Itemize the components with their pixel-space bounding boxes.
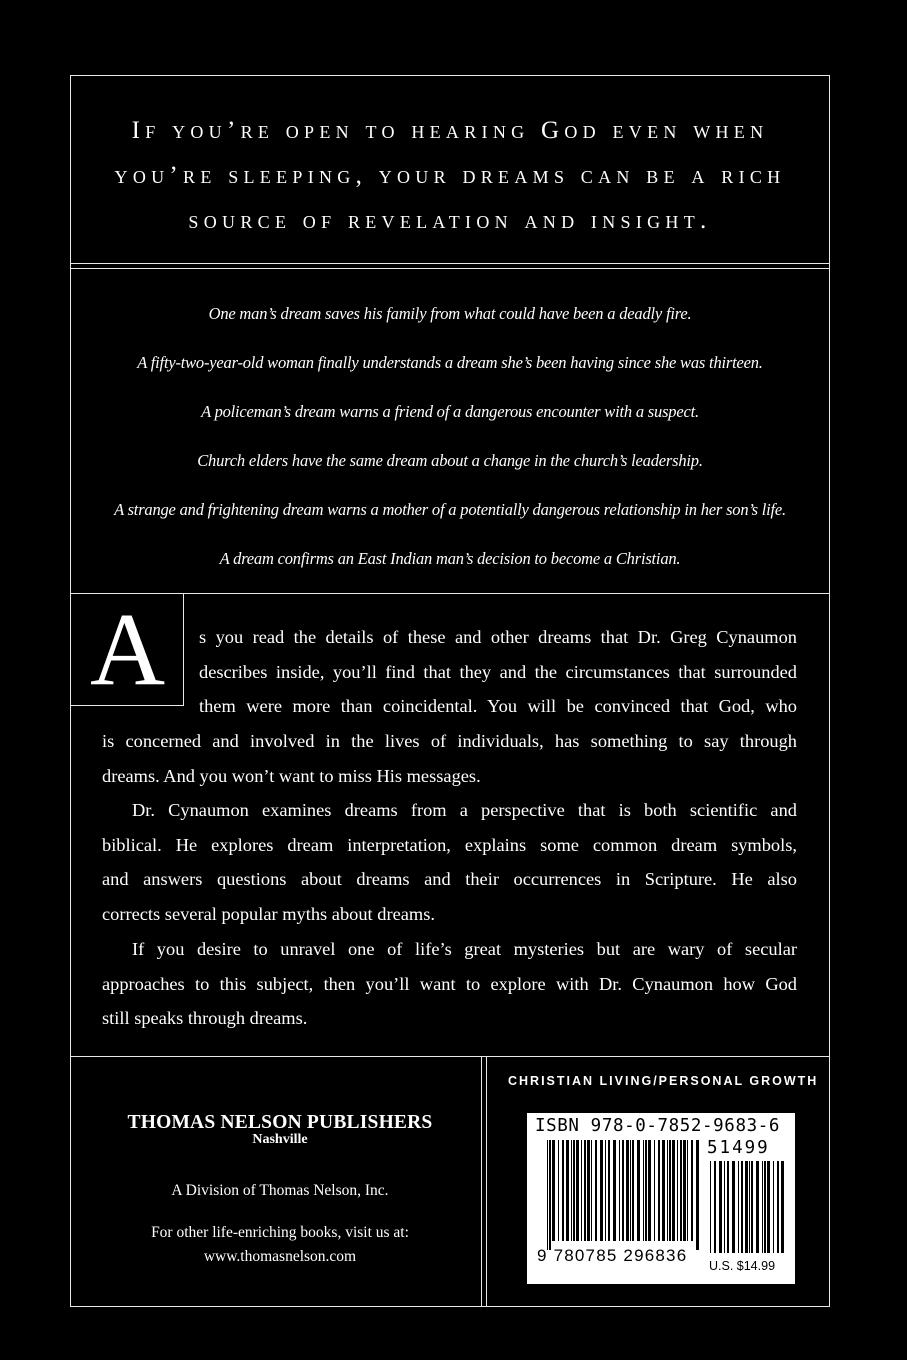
barcode-bar	[727, 1161, 729, 1253]
barcode-bar	[626, 1140, 629, 1241]
body-line: If you desire to unravel one of life’s great mysteries but are wary of secular	[132, 939, 797, 959]
barcode-digits: 9 780785 296836	[537, 1246, 688, 1265]
barcode-bar	[777, 1161, 779, 1253]
body-paragraph-1-indented	[199, 620, 797, 724]
barcode-bar	[549, 1140, 551, 1250]
story-line: A dream confirms an East Indian man’s decision to become a Christian.	[219, 549, 681, 568]
body-line: approaches to this subject, then you’ll want to explore with Dr. Cynaumon how God	[102, 973, 797, 994]
body-line: is concerned and involved in the lives of individuals, has something to say through	[102, 731, 797, 751]
intro-quote	[90, 108, 810, 243]
barcode-bar	[724, 1161, 725, 1253]
barcode-bar	[696, 1140, 699, 1250]
barcode-bar	[756, 1161, 759, 1253]
divider-intro-top	[70, 263, 830, 264]
barcode-bar	[637, 1140, 640, 1241]
publisher-division: A Division of Thomas Nelson, Inc.	[171, 1182, 389, 1199]
intro-line: source of revelation and insight.	[188, 207, 712, 234]
barcode-bar	[667, 1140, 668, 1241]
price-code: 51499	[707, 1138, 770, 1158]
barcode-bar	[576, 1140, 579, 1241]
footer-divider-right	[486, 1056, 487, 1307]
barcode-bar	[658, 1140, 660, 1241]
body-line: s you read the details of these and other dreams that Dr. Greg Cynaumon	[199, 627, 797, 647]
barcode-bar	[680, 1140, 682, 1241]
intro-line: you’re sleeping, your dreams can be a rich	[114, 162, 786, 189]
barcode-bar	[600, 1140, 603, 1241]
publisher-city: Nashville	[252, 1132, 308, 1147]
body-line: them were more than coincidental. You will be convinced that God, who	[199, 696, 797, 716]
barcode-bar	[584, 1140, 586, 1241]
barcode-bar	[767, 1161, 770, 1253]
body-line: describes inside, you’ll find that they and the circumstances that surrounded	[199, 661, 797, 682]
publisher-visit	[90, 1221, 470, 1269]
barcode-bar	[591, 1140, 592, 1241]
story-line: A policeman’s dream warns a friend of a dangerous encounter with a suspect.	[201, 402, 699, 421]
barcode-bar	[643, 1140, 644, 1241]
visit-text: For other life-enriching books, visit us at:	[151, 1224, 409, 1241]
divider-intro-bottom	[70, 268, 830, 269]
barcode-bar	[571, 1140, 572, 1241]
barcode-bar	[645, 1140, 647, 1241]
publisher-name: THOMAS NELSON PUBLISHERS	[127, 1112, 433, 1133]
dream-stories	[80, 299, 820, 593]
barcode-bar	[687, 1140, 688, 1241]
barcode-bar	[672, 1140, 675, 1241]
barcode-bar	[662, 1140, 665, 1241]
barcode-bar	[745, 1161, 748, 1253]
barcode-bar	[552, 1140, 555, 1241]
story-line: Church elders have the same dream about a change in the church’s leadership.	[197, 451, 703, 470]
isbn-text: ISBN 978-0-7852-9683-6	[535, 1116, 780, 1136]
divider-footer	[70, 1056, 830, 1057]
barcode-bar	[781, 1161, 784, 1253]
barcode-bar	[691, 1140, 693, 1241]
barcode-bar	[773, 1161, 774, 1253]
body-paragraph-2	[102, 793, 797, 931]
barcode-bar	[683, 1140, 686, 1241]
body-line: biblical. He explores dream interpretation, explains some common dream symbols,	[102, 834, 797, 855]
barcode-bar	[595, 1140, 597, 1241]
barcode-bar	[749, 1161, 750, 1253]
body-line: and answers questions about dreams and their occurrences in Scripture. He also	[102, 869, 797, 889]
body-paragraph-3	[102, 932, 797, 1036]
price-label: U.S. $14.99	[709, 1259, 776, 1273]
body-paragraph-1-full	[102, 724, 797, 793]
barcode-bar	[648, 1140, 651, 1241]
story-line: A strange and frightening dream warns a mother of a potentially dangerous relationship in her son’s life.	[114, 500, 786, 519]
barcode-bar	[608, 1140, 610, 1241]
barcode-bar	[619, 1140, 620, 1241]
intro-line: If you’re open to hearing God even when	[131, 117, 769, 144]
barcode-bar	[622, 1140, 624, 1241]
barcode-bar	[762, 1161, 763, 1253]
barcode-bar	[587, 1140, 590, 1241]
story-line: One man’s dream saves his family from what could have been a deadly fire.	[208, 304, 692, 323]
category-label: CHRISTIAN LIVING/PERSONAL GROWTH	[508, 1074, 819, 1088]
body-line: Dr. Cynaumon examines dreams from a perspective that is both scientific and	[132, 800, 797, 820]
barcode-bar	[719, 1161, 722, 1253]
body-line: still speaks through dreams.	[102, 1008, 308, 1028]
barcode-bar	[710, 1161, 711, 1253]
dropcap-letter: A	[89, 592, 166, 707]
publisher-url[interactable]: www.thomasnelson.com	[203, 1248, 357, 1265]
barcode-bar	[581, 1140, 582, 1241]
barcode-bar	[751, 1161, 753, 1253]
barcode-bar	[677, 1140, 678, 1241]
barcode-bar	[630, 1140, 631, 1241]
footer-divider-left	[481, 1056, 482, 1307]
barcode-bar	[714, 1161, 716, 1253]
barcode-bar	[566, 1140, 569, 1241]
barcode-bar	[654, 1140, 655, 1241]
body-line: dreams. And you won’t want to miss His messages.	[102, 765, 481, 786]
barcode-bar	[558, 1140, 559, 1241]
barcode-bar	[764, 1161, 766, 1253]
barcode-bar	[573, 1140, 575, 1241]
barcode-bar	[738, 1161, 739, 1253]
body-line: corrects several popular myths about dreams.	[102, 903, 435, 924]
barcode-bar	[732, 1161, 735, 1253]
barcode-bar	[632, 1140, 634, 1241]
barcode-bar	[613, 1140, 616, 1241]
publisher-block	[90, 1112, 470, 1269]
barcode-bar	[669, 1140, 671, 1241]
barcode-bar	[547, 1140, 548, 1250]
barcode-bar	[562, 1140, 564, 1241]
barcode-panel	[527, 1113, 795, 1284]
divider-stories	[70, 593, 830, 594]
dropcap-box	[71, 593, 184, 706]
barcode-bar	[605, 1140, 606, 1241]
barcode-bar	[741, 1161, 743, 1253]
story-line: A fifty-two-year-old woman finally understands a dream she’s been having since she was thirteen.	[137, 353, 763, 372]
